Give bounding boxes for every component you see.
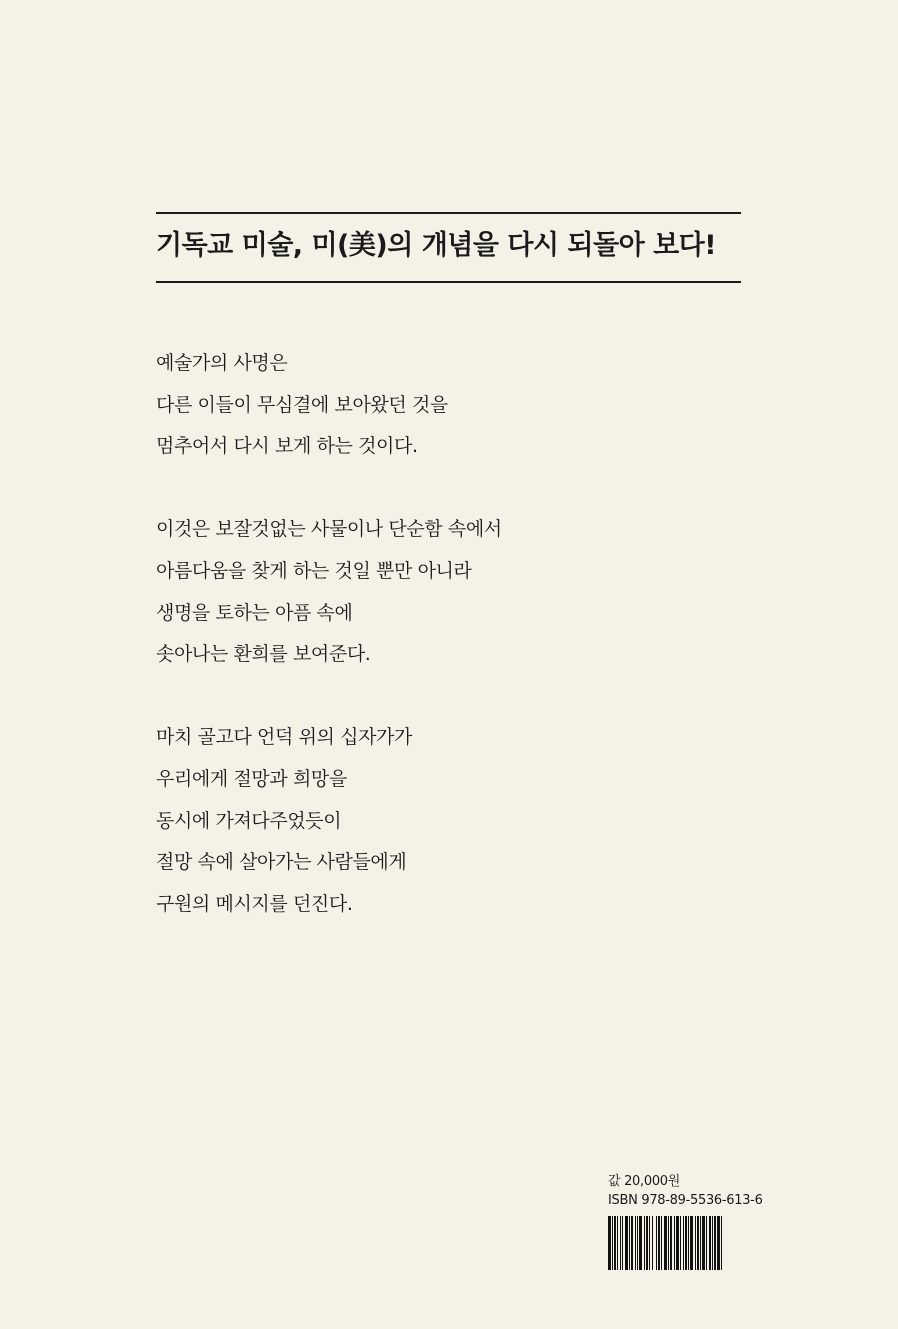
barcode-bar <box>631 1216 633 1270</box>
stanza-line: 마치 골고다 언덕 위의 십자가가 <box>156 726 412 749</box>
stanza-line: 솟아나는 환희를 보여준다. <box>156 643 371 666</box>
stanza-1 <box>156 343 756 468</box>
barcode-bar <box>617 1216 618 1270</box>
barcode-bar <box>661 1216 662 1270</box>
barcode-bar <box>670 1216 672 1270</box>
barcode-bar <box>697 1216 699 1270</box>
barcode-bar <box>676 1216 679 1270</box>
barcode-bar <box>700 1216 701 1270</box>
barcode-bar <box>714 1216 716 1270</box>
barcode-bar <box>649 1216 650 1270</box>
price-label: 값 20,000원 <box>608 1174 681 1189</box>
barcode-bar <box>646 1216 648 1270</box>
barcode-bar <box>622 1216 623 1270</box>
barcode-icon <box>608 1216 822 1270</box>
barcode-bar <box>680 1216 681 1270</box>
barcode-bar <box>644 1216 645 1270</box>
isbn-label: ISBN 978-89-5536-613-6 <box>608 1193 763 1208</box>
barcode-bar <box>668 1216 669 1270</box>
barcode-bar <box>688 1216 689 1270</box>
barcode-bar <box>690 1216 693 1270</box>
stanza-line: 동시에 가져다주었듯이 <box>156 809 342 832</box>
barcode-bar <box>706 1216 707 1270</box>
headline: 기독교 미술, 미(美)의 개념을 다시 되돌아 보다! <box>156 230 717 261</box>
stanza-2 <box>156 509 756 675</box>
barcode-bar <box>635 1216 636 1270</box>
barcode-bar <box>612 1216 613 1270</box>
barcode-bar <box>702 1216 705 1270</box>
barcode-bar <box>614 1216 616 1270</box>
barcode-bar <box>721 1216 722 1270</box>
barcode-bar <box>637 1216 638 1270</box>
stanza-line: 다른 이들이 무심결에 보아왔던 것을 <box>156 393 448 416</box>
stanza-line: 구원의 메시지를 던진다. <box>156 892 353 915</box>
stanza-line: 예술가의 사명은 <box>156 352 288 374</box>
barcode-bar <box>685 1216 687 1270</box>
barcode-bar <box>656 1216 657 1270</box>
barcode-bar <box>664 1216 667 1270</box>
barcode-bar <box>683 1216 684 1270</box>
price-isbn-block <box>608 1172 828 1210</box>
barcode-bar <box>709 1216 711 1270</box>
stanza-line: 이것은 보잘것없는 사물이나 단순함 속에서 <box>156 518 502 541</box>
barcode-bar <box>658 1216 660 1270</box>
barcode-bar <box>695 1216 696 1270</box>
headline-bottom-rule <box>156 281 741 283</box>
stanza-line: 멈추어서 다시 보게 하는 것이다. <box>156 435 418 458</box>
stanza-line: 절망 속에 살아가는 사람들에게 <box>156 851 407 874</box>
barcode-bar <box>652 1216 653 1270</box>
stanza-line: 생명을 토하는 아픔 속에 <box>156 601 353 624</box>
barcode-bar <box>629 1216 630 1270</box>
barcode-bar <box>625 1216 628 1270</box>
stanza-line: 아름다움을 찾게 하는 것일 뿐만 아니라 <box>156 559 472 582</box>
stanza-3 <box>156 717 756 925</box>
poem-body <box>156 343 756 967</box>
barcode-bar <box>717 1216 720 1270</box>
barcode-bar <box>608 1216 611 1270</box>
headline-top-rule <box>156 212 741 214</box>
barcode-bar <box>620 1216 621 1270</box>
barcode-bar <box>712 1216 713 1270</box>
barcode-bar <box>674 1216 675 1270</box>
stanza-line: 우리에게 절망과 희망을 <box>156 767 347 790</box>
barcode-bar <box>639 1216 642 1270</box>
